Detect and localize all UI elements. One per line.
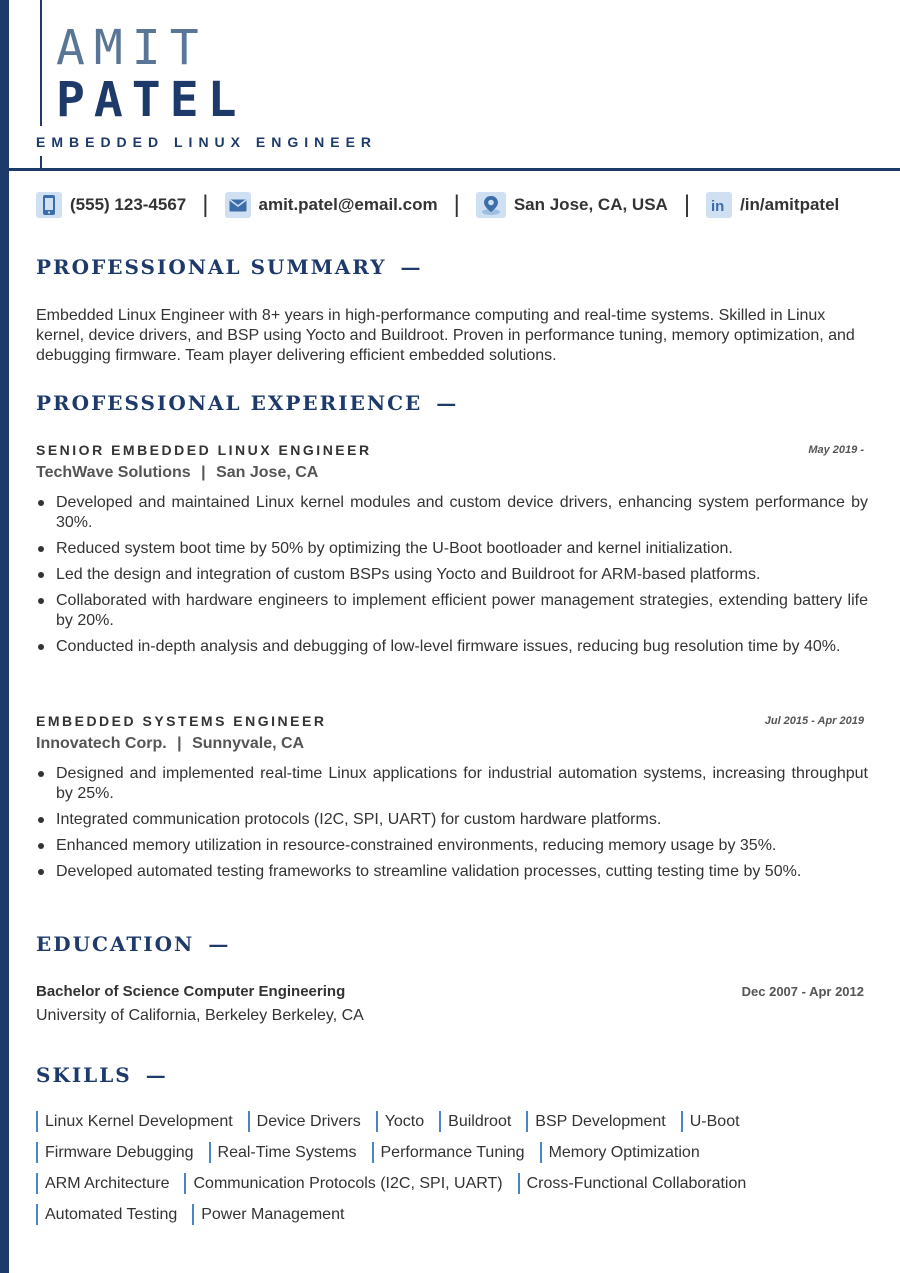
company-location: Sunnyvale, CA <box>192 735 305 752</box>
list-item: Developed automated testing frameworks to streamline validation processes, cutting testing time by 50%. <box>36 862 868 882</box>
email-icon <box>225 192 251 218</box>
job-dates: May 2019 - <box>808 444 864 456</box>
first-name: AMIT <box>56 20 208 76</box>
skill-tag: Cross-Functional Collaboration <box>518 1173 747 1194</box>
skills-list <box>36 1111 876 1235</box>
contact-phone <box>36 192 186 218</box>
school: University of California, Berkeley Berkeley, CA <box>36 1007 364 1024</box>
left-accent-bar <box>0 0 9 1273</box>
header-divider <box>9 168 900 171</box>
job-role-title: EMBEDDED LINUX ENGINEER <box>36 134 378 150</box>
skill-tag: Memory Optimization <box>540 1142 700 1163</box>
contact-separator: | <box>453 191 460 218</box>
contact-email <box>225 192 438 218</box>
list-item: Developed and maintained Linux kernel modules and custom device drivers, enhancing system performance by 30%. <box>36 493 868 533</box>
list-item: Designed and implemented real-time Linux applications for industrial automation systems, increasing throughput by 25%. <box>36 764 868 804</box>
job-dates: Jul 2015 - Apr 2019 <box>764 715 864 727</box>
list-item: Led the design and integration of custom BSPs using Yocto and Buildroot for ARM-based platforms. <box>36 565 868 585</box>
linkedin-icon <box>706 192 732 218</box>
skill-tag: BSP Development <box>526 1111 665 1132</box>
svg-text:in: in <box>711 198 725 213</box>
experience-heading <box>36 391 458 415</box>
contact-location <box>476 192 668 218</box>
name-vertical-rule <box>40 0 42 126</box>
job-company-line <box>36 735 304 753</box>
heading-dash: — <box>400 255 423 279</box>
contact-separator: | <box>202 191 209 218</box>
skill-row <box>36 1204 876 1225</box>
last-name: PATEL <box>56 72 246 128</box>
degree: Bachelor of Science Computer Engineering <box>36 983 346 1000</box>
contact-bar <box>36 191 839 219</box>
experience-heading-text: PROFESSIONAL EXPERIENCE <box>36 391 423 415</box>
summary-heading-text: PROFESSIONAL SUMMARY <box>36 255 387 279</box>
company-name: Innovatech Corp. <box>36 735 167 752</box>
location-icon <box>476 192 506 218</box>
list-item: Enhanced memory utilization in resource-constrained environments, reducing memory usage by 35%. <box>36 836 868 856</box>
list-item: Reduced system boot time by 50% by optimizing the U-Boot bootloader and kernel initialization. <box>36 539 868 559</box>
location-text: San Jose, CA, USA <box>513 195 668 214</box>
skill-tag: ARM Architecture <box>36 1173 169 1194</box>
heading-dash: — <box>436 391 459 415</box>
contact-linkedin <box>706 192 839 218</box>
summary-text: Embedded Linux Engineer with 8+ years in high-performance computing and real-time systems. Skilled in Linux kernel, device drivers, and BSP using Yocto and Buildroot. Proven in performance tuning, memory optimization, and debugging firmware. Team player delivering efficient embedded solutions. <box>36 307 855 364</box>
skill-tag: Real-Time Systems <box>209 1142 357 1163</box>
contact-separator: | <box>683 191 691 218</box>
skill-tag: Buildroot <box>439 1111 511 1132</box>
job-bullets <box>36 764 868 888</box>
list-item: Integrated communication protocols (I2C, SPI, UART) for custom hardware platforms. <box>36 810 868 830</box>
job-title: EMBEDDED SYSTEMS ENGINEER <box>36 713 327 729</box>
role-tick-mark <box>40 156 42 168</box>
skill-tag: Yocto <box>376 1111 424 1132</box>
skill-tag: Linux Kernel Development <box>36 1111 233 1132</box>
job-bullets <box>36 493 868 663</box>
job-company-line <box>36 464 318 482</box>
heading-dash: — <box>145 1063 168 1087</box>
skill-tag: U-Boot <box>681 1111 740 1132</box>
email-text[interactable]: amit.patel@email.com <box>258 195 438 214</box>
skills-heading-text: SKILLS <box>36 1063 132 1087</box>
company-separator: | <box>201 464 206 481</box>
skill-tag: Device Drivers <box>248 1111 361 1132</box>
skill-row <box>36 1111 876 1132</box>
education-dates: Dec 2007 - Apr 2012 <box>741 984 864 999</box>
skills-heading <box>36 1063 168 1087</box>
phone-icon <box>36 192 62 218</box>
company-location: San Jose, CA <box>216 464 319 481</box>
linkedin-text[interactable]: /in/amitpatel <box>740 195 840 214</box>
list-item: Conducted in-depth analysis and debugging of low-level firmware issues, reducing bug resolution time by 40%. <box>36 637 868 657</box>
education-heading-text: EDUCATION <box>36 932 195 956</box>
skill-tag: Firmware Debugging <box>36 1142 194 1163</box>
company-name: TechWave Solutions <box>36 464 191 481</box>
skill-row <box>36 1173 876 1194</box>
skill-tag: Automated Testing <box>36 1204 177 1225</box>
summary-heading <box>36 255 423 279</box>
heading-dash: — <box>208 932 231 956</box>
phone-text[interactable]: (555) 123-4567 <box>70 195 187 214</box>
skill-row <box>36 1142 876 1163</box>
skill-tag: Performance Tuning <box>372 1142 525 1163</box>
skill-tag: Power Management <box>192 1204 344 1225</box>
skill-tag: Communication Protocols (I2C, SPI, UART) <box>184 1173 502 1194</box>
company-separator: | <box>177 735 182 752</box>
education-heading <box>36 932 230 956</box>
list-item: Collaborated with hardware engineers to implement efficient power management strategies, extending battery life by 20%. <box>36 591 868 631</box>
job-title: SENIOR EMBEDDED LINUX ENGINEER <box>36 442 372 458</box>
